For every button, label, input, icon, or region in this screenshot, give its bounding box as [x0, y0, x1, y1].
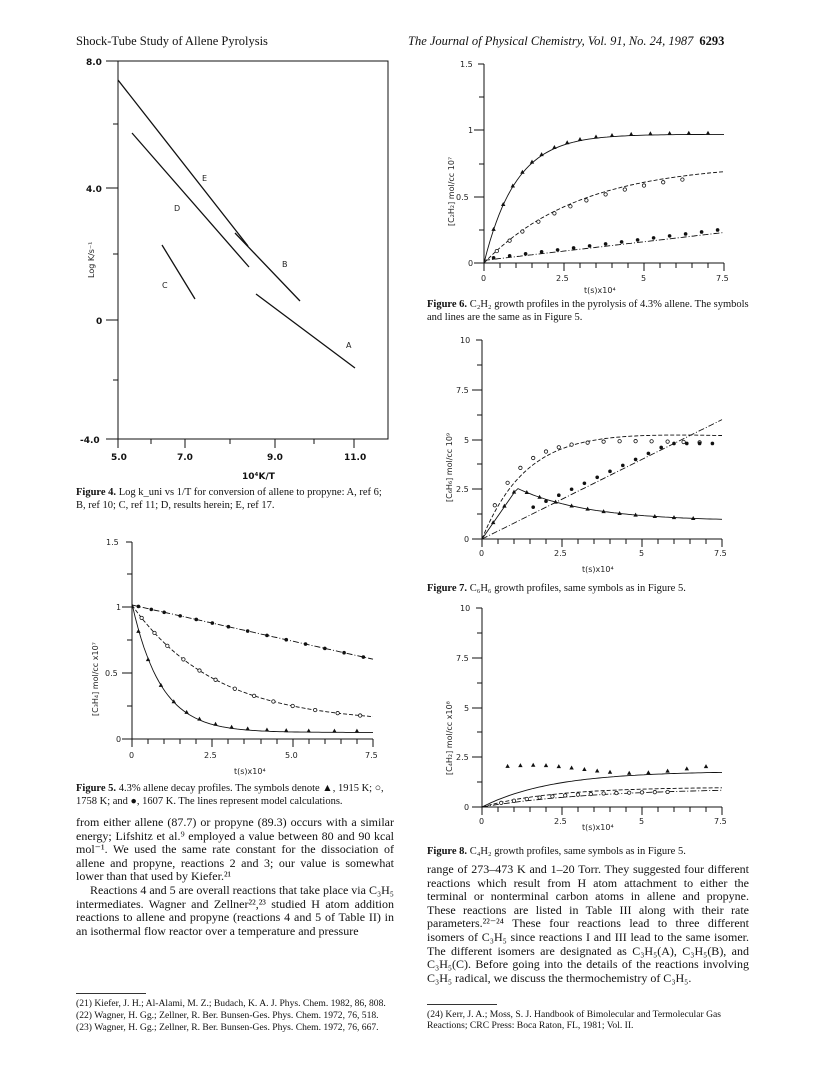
line-label-b: B: [282, 260, 288, 269]
filled-circle-marker: [620, 240, 624, 244]
triangle-marker: [557, 764, 561, 768]
open-circle-marker: [602, 440, 605, 443]
open-circle-marker: [681, 178, 684, 181]
x-tick-label: 7.0: [177, 453, 193, 463]
figure-5: [76, 536, 396, 780]
x-tick-label: 0: [479, 817, 485, 826]
open-circle-marker: [569, 205, 572, 208]
filled-circle-marker: [608, 470, 612, 474]
x-tick-label: 7.5: [365, 751, 378, 760]
triangle-marker: [332, 729, 336, 733]
filled-circle-marker: [716, 228, 720, 232]
x-axis-label: 10⁴K/T: [242, 472, 275, 482]
figure-4-caption-text: Log k_uni vs 1/T for conversion of allene to propyne: A, ref 6; B, ref 10; C, ref 11; D, results herein; E, ref 17.: [76, 487, 382, 511]
y-tick-label: 4.0: [86, 185, 102, 195]
triangle-marker: [146, 657, 150, 661]
line-d: [118, 80, 248, 246]
filled-circle-marker: [684, 232, 688, 236]
figure-7: [412, 332, 742, 577]
triangle-marker: [544, 763, 548, 767]
triangle-marker: [629, 132, 633, 136]
filled-circle-marker: [621, 464, 625, 468]
open-circle-marker: [525, 797, 528, 800]
open-circle-marker: [634, 439, 637, 442]
filled-circle-marker: [508, 254, 512, 258]
open-circle-marker: [508, 239, 511, 242]
triangle-marker: [491, 227, 495, 231]
model-curve: [484, 172, 724, 263]
open-circle-marker: [358, 714, 361, 717]
triangle-marker: [667, 131, 671, 135]
open-circle-marker: [586, 441, 589, 444]
figure-4-caption: [76, 487, 394, 512]
open-circle-marker: [506, 481, 509, 484]
filled-circle-marker: [304, 642, 308, 646]
figure-5-plot: [76, 536, 396, 780]
triangle-marker: [594, 135, 598, 139]
triangle-marker: [685, 766, 689, 770]
running-head: Shock-Tube Study of Allene Pyrolysis: [76, 34, 268, 48]
x-tick-label: 5.0: [111, 453, 127, 463]
filled-circle-marker: [647, 452, 651, 456]
line-label-e: E: [202, 174, 208, 183]
y-tick-label: 2.5: [456, 485, 469, 494]
filled-circle-marker: [672, 442, 676, 446]
line-label-a: A: [346, 341, 352, 350]
plot-frame: [118, 61, 388, 439]
filled-circle-marker: [265, 634, 269, 638]
figure-4: [80, 58, 394, 483]
filled-circle-marker: [634, 458, 638, 462]
filled-circle-marker: [700, 230, 704, 234]
open-circle-marker: [618, 440, 621, 443]
x-axis-label: t(s)x10⁴: [234, 767, 266, 776]
right-column-text: [427, 863, 749, 985]
triangle-marker: [582, 767, 586, 771]
paragraph: Reactions 4 and 5 are overall reactions that take place via C₃H₅ intermediates. Wagner and Zellner²²,²³ studied H atom addition reactions to allene and propyne (reactions 4 and 5 of Table II) in an isothermal flow reactor over a temperature and pressure: [76, 882, 394, 938]
filled-circle-marker: [595, 476, 599, 480]
open-circle-marker: [182, 658, 185, 661]
y-axis-label: [C₂H₂] mol/cc 10⁷: [447, 156, 456, 226]
triangle-marker: [512, 490, 516, 494]
reference: (23) Wagner, H. Gg.; Zellner, R. Ber. Bunsen-Ges. Phys. Chem. 1972, 76, 667.: [76, 1022, 379, 1034]
y-tick-label: 0: [116, 735, 122, 744]
open-circle-marker: [512, 799, 515, 802]
triangle-marker: [245, 726, 249, 730]
triangle-marker: [704, 764, 708, 768]
filled-circle-marker: [557, 493, 561, 497]
open-circle-marker: [313, 708, 316, 711]
open-circle-marker: [272, 700, 275, 703]
filled-circle-marker: [604, 242, 608, 246]
open-circle-marker: [653, 790, 656, 793]
x-ticks: [118, 439, 354, 448]
triangle-marker: [505, 764, 509, 768]
x-tick-label: 0: [129, 751, 135, 760]
reference: (21) Kiefer, J. H.; Al-Alami, M. Z.; Budach, K. A. J. Phys. Chem. 1982, 86, 808.: [76, 998, 386, 1009]
open-circle-marker: [537, 220, 540, 223]
x-axis-label: t(s)x10⁴: [582, 823, 614, 832]
triangle-marker: [706, 131, 710, 135]
open-circle-marker: [662, 181, 665, 184]
figure-5-caption: [76, 783, 394, 808]
open-circle-marker: [640, 791, 643, 794]
triangle-marker: [646, 770, 650, 774]
x-tick-label: 11.0: [344, 453, 367, 463]
filled-circle-marker: [531, 505, 535, 509]
open-circle-marker: [589, 792, 592, 795]
triangle-marker: [608, 770, 612, 774]
filled-circle-marker: [698, 442, 702, 446]
open-circle-marker: [500, 801, 503, 804]
open-circle-marker: [214, 678, 217, 681]
filled-circle-marker: [524, 252, 528, 256]
filled-circle-marker: [284, 638, 288, 642]
y-tick-label: 0: [464, 535, 470, 544]
filled-circle-marker: [178, 614, 182, 618]
open-circle-marker: [538, 796, 541, 799]
figure-6: [412, 56, 742, 296]
line-e: [132, 133, 249, 267]
model-curve: [482, 420, 722, 539]
open-circle-marker: [628, 791, 631, 794]
triangle-marker: [518, 763, 522, 767]
reference: (24) Kerr, J. A.; Moss, S. J. Handbook of Bimolecular and Termolecular Gas Reactions; CRC Press: Boca Raton, FL, 1981; Vol. II.: [427, 1009, 721, 1032]
filled-circle-marker: [540, 250, 544, 254]
open-circle-marker: [553, 212, 556, 215]
axes: [472, 608, 722, 815]
filled-circle-marker: [149, 608, 153, 612]
figure-4-caption-label: Figure 4.: [76, 487, 117, 498]
y-tick-label: 10: [460, 604, 471, 613]
x-tick-label: 5: [641, 274, 647, 283]
open-circle-marker: [521, 230, 524, 233]
x-tick-label: 2.5: [556, 274, 569, 283]
open-circle-marker: [140, 616, 143, 619]
left-column-text: [76, 816, 394, 938]
line-c: [162, 245, 195, 299]
x-tick-label: 9.0: [267, 453, 283, 463]
open-circle-marker: [557, 446, 560, 449]
open-circle-marker: [291, 704, 294, 707]
model-curve: [484, 233, 724, 261]
triangle-marker: [307, 728, 311, 732]
triangle-marker: [531, 763, 535, 767]
triangle-marker: [284, 728, 288, 732]
open-circle-marker: [666, 440, 669, 443]
y-tick-label: 7.5: [456, 654, 469, 663]
figure-7-caption-text: C₆H₆ growth profiles, same symbols as in Figure 5.: [469, 583, 686, 594]
triangle-marker: [265, 728, 269, 732]
y-tick-label: 10: [460, 336, 471, 345]
page-number: 6293: [699, 34, 725, 48]
filled-circle-marker: [711, 442, 715, 446]
figure-8-caption: [427, 846, 749, 859]
y-tick-label: 0.5: [456, 193, 469, 202]
triangle-marker: [213, 722, 217, 726]
triangle-marker: [355, 729, 359, 733]
y-tick-label: 0: [464, 803, 470, 812]
figure-5-caption-text: 4.3% allene decay profiles. The symbols denote ▲, 1915 K; ○, 1758 K; and ●, 1607 K. The lines represent model calculations.: [76, 783, 384, 807]
filled-circle-marker: [583, 481, 587, 485]
open-circle-marker: [576, 793, 579, 796]
y-axis-label: Log K/s⁻¹: [87, 241, 96, 278]
figure-7-plot: [412, 332, 742, 577]
y-tick-label: 0: [468, 259, 474, 268]
triangle-marker: [687, 131, 691, 135]
footnote-rule: [427, 1004, 497, 1005]
x-tick-label: 2.5: [554, 817, 567, 826]
filled-circle-marker: [227, 625, 231, 629]
right-references: [427, 1009, 749, 1032]
arrhenius-lines: [118, 80, 355, 368]
model-curve: [482, 435, 722, 539]
open-circle-marker: [615, 791, 618, 794]
y-tick-label: 1: [116, 603, 122, 612]
x-tick-label: 0: [479, 549, 485, 558]
filled-circle-marker: [544, 499, 548, 503]
x-tick-label: 0: [481, 274, 487, 283]
line-b: [235, 233, 300, 301]
figure-6-caption: [427, 299, 749, 324]
y-tick-label: 1.5: [460, 60, 473, 69]
open-circle-marker: [642, 184, 645, 187]
y-tick-label: 0.5: [105, 669, 118, 678]
triangle-marker: [159, 683, 163, 687]
open-circle-marker: [198, 669, 201, 672]
filled-circle-marker: [342, 651, 346, 655]
model-curve: [132, 605, 373, 659]
open-circle-marker: [623, 188, 626, 191]
journal-citation: [408, 34, 724, 49]
figure-7-caption-label: Figure 7.: [427, 583, 468, 594]
filled-circle-marker: [162, 610, 166, 614]
open-circle-marker: [564, 794, 567, 797]
y-tick-label: 7.5: [456, 386, 469, 395]
filled-circle-marker: [137, 605, 141, 609]
open-circle-marker: [570, 443, 573, 446]
model-curve: [132, 605, 373, 717]
paragraph: from either allene (87.7) or propyne (89.3) occurs with a similar energy; Lifshitz et al.⁹ employed a value between 80 and 90 kcal mol⁻¹. We used the same rate constant for the dissociation of allene and propyne, reactions 2 and 3; our value is somewhat lower than that used by Kiefer.²¹: [76, 815, 394, 884]
x-axis-label: t(s)x10⁴: [584, 286, 616, 295]
figure-4-plot: [80, 58, 394, 483]
triangle-marker: [610, 133, 614, 137]
paragraph: range of 273–473 K and 1–20 Torr. They suggested four different reactions which result from H atom attachment to either the terminal or nonterminal carbon atoms in allene and propyne. These reactions are listed in Table III along with their rate parameters.²²⁻²⁴ These four reactions lead to three different isomers of C₃H₅ since reactions I and III lead to the same isomer. The different isomers are designated as C₃H₅(A), C₃H₅(B), and C₃H₅(C). Before going into the details of the reactions involving C₃H₅ radical, we discuss the thermochemistry of C₃H₅.: [427, 862, 749, 985]
open-circle-marker: [336, 711, 339, 714]
filled-circle-marker: [636, 238, 640, 242]
y-ticks: [106, 61, 118, 439]
x-tick-label: 2.5: [204, 751, 217, 760]
triangle-marker: [569, 765, 573, 769]
filled-circle-marker: [668, 234, 672, 238]
figure-8-plot: [412, 600, 742, 830]
triangle-marker: [627, 771, 631, 775]
left-references: [76, 998, 394, 1035]
open-circle-marker: [544, 450, 547, 453]
x-tick-label: 7.5: [714, 549, 727, 558]
open-circle-marker: [166, 644, 169, 647]
open-circle-marker: [551, 795, 554, 798]
open-circle-marker: [650, 440, 653, 443]
filled-circle-marker: [588, 244, 592, 248]
triangle-marker: [648, 131, 652, 135]
x-tick-label: 5: [639, 817, 645, 826]
open-circle-marker: [532, 456, 535, 459]
y-tick-label: -4.0: [80, 436, 100, 446]
open-circle-marker: [682, 440, 685, 443]
y-axis-label: [C₃H₄] mol/cc x10⁷: [91, 642, 100, 716]
x-axis-label: t(s)x10⁴: [582, 565, 614, 574]
y-tick-label: 1.5: [106, 538, 119, 547]
axes: [122, 542, 373, 747]
open-circle-marker: [495, 249, 498, 252]
filled-circle-marker: [194, 618, 198, 622]
filled-circle-marker: [246, 629, 250, 633]
filled-circle-marker: [685, 442, 689, 446]
figure-8-caption-label: Figure 8.: [427, 846, 468, 857]
triangle-marker: [552, 145, 556, 149]
open-circle-marker: [252, 694, 255, 697]
x-tick-label: 2.5: [554, 549, 567, 558]
y-tick-label: 0: [96, 317, 103, 327]
y-tick-label: 8.0: [86, 58, 102, 68]
model-curve: [482, 788, 722, 807]
y-axis-label: [C₆H₆] mol/cc 10⁹: [445, 432, 454, 502]
open-circle-marker: [233, 687, 236, 690]
triangle-marker: [197, 717, 201, 721]
open-circle-marker: [602, 792, 605, 795]
triangle-marker: [578, 137, 582, 141]
x-tick-label: 7.5: [714, 817, 727, 826]
filled-circle-marker: [652, 236, 656, 240]
filled-circle-marker: [323, 647, 327, 651]
filled-circle-marker: [211, 621, 215, 625]
y-tick-label: 1: [468, 126, 474, 135]
figure-7-caption: [427, 583, 749, 596]
footnote-rule: [76, 993, 146, 994]
figure-6-plot: [412, 56, 742, 296]
open-circle-marker: [666, 790, 669, 793]
triangle-marker: [665, 769, 669, 773]
triangle-marker: [229, 725, 233, 729]
open-circle-marker: [585, 199, 588, 202]
filled-circle-marker: [362, 655, 366, 659]
figure-5-caption-label: Figure 5.: [76, 783, 117, 794]
figure-8-caption-text: C₄H₂ growth profiles, same symbols as in Figure 5.: [469, 846, 686, 857]
filled-circle-marker: [572, 246, 576, 250]
filled-circle-marker: [659, 446, 663, 450]
line-a: [256, 294, 355, 368]
y-tick-label: 5: [464, 704, 470, 713]
line-label-d: D: [174, 204, 181, 213]
x-tick-label: 7.5: [716, 274, 729, 283]
triangle-marker: [595, 769, 599, 773]
filled-circle-marker: [570, 487, 574, 491]
line-label-c: C: [162, 281, 168, 290]
figure-6-caption-label: Figure 6.: [427, 299, 468, 310]
x-tick-label: 5.0: [285, 751, 298, 760]
triangle-marker: [565, 140, 569, 144]
open-circle-marker: [519, 466, 522, 469]
filled-circle-marker: [556, 248, 560, 252]
journal-name: The Journal of Physical Chemistry, Vol. 91, No. 24, 1987: [408, 34, 694, 48]
filled-circle-marker: [492, 256, 496, 260]
figure-6-caption-text: C₂H₂ growth profiles in the pyrolysis of 4.3% allene. The symbols and lines are the same as in Figure 5.: [427, 299, 749, 323]
open-circle-marker: [153, 631, 156, 634]
y-tick-label: 2.5: [456, 753, 469, 762]
y-axis-label: [C₄H₂] mol/cc x10⁸: [445, 701, 454, 775]
figure-8: [412, 600, 742, 830]
x-tick-label: 5: [639, 549, 645, 558]
model-curve: [482, 489, 722, 539]
open-circle-marker: [604, 193, 607, 196]
y-tick-label: 5: [464, 436, 470, 445]
triangle-marker: [136, 629, 140, 633]
open-circle-marker: [493, 504, 496, 507]
reference: (22) Wagner, H. Gg.; Zellner, R. Ber. Bunsen-Ges. Phys. Chem. 1972, 76, 518.: [76, 1010, 379, 1022]
